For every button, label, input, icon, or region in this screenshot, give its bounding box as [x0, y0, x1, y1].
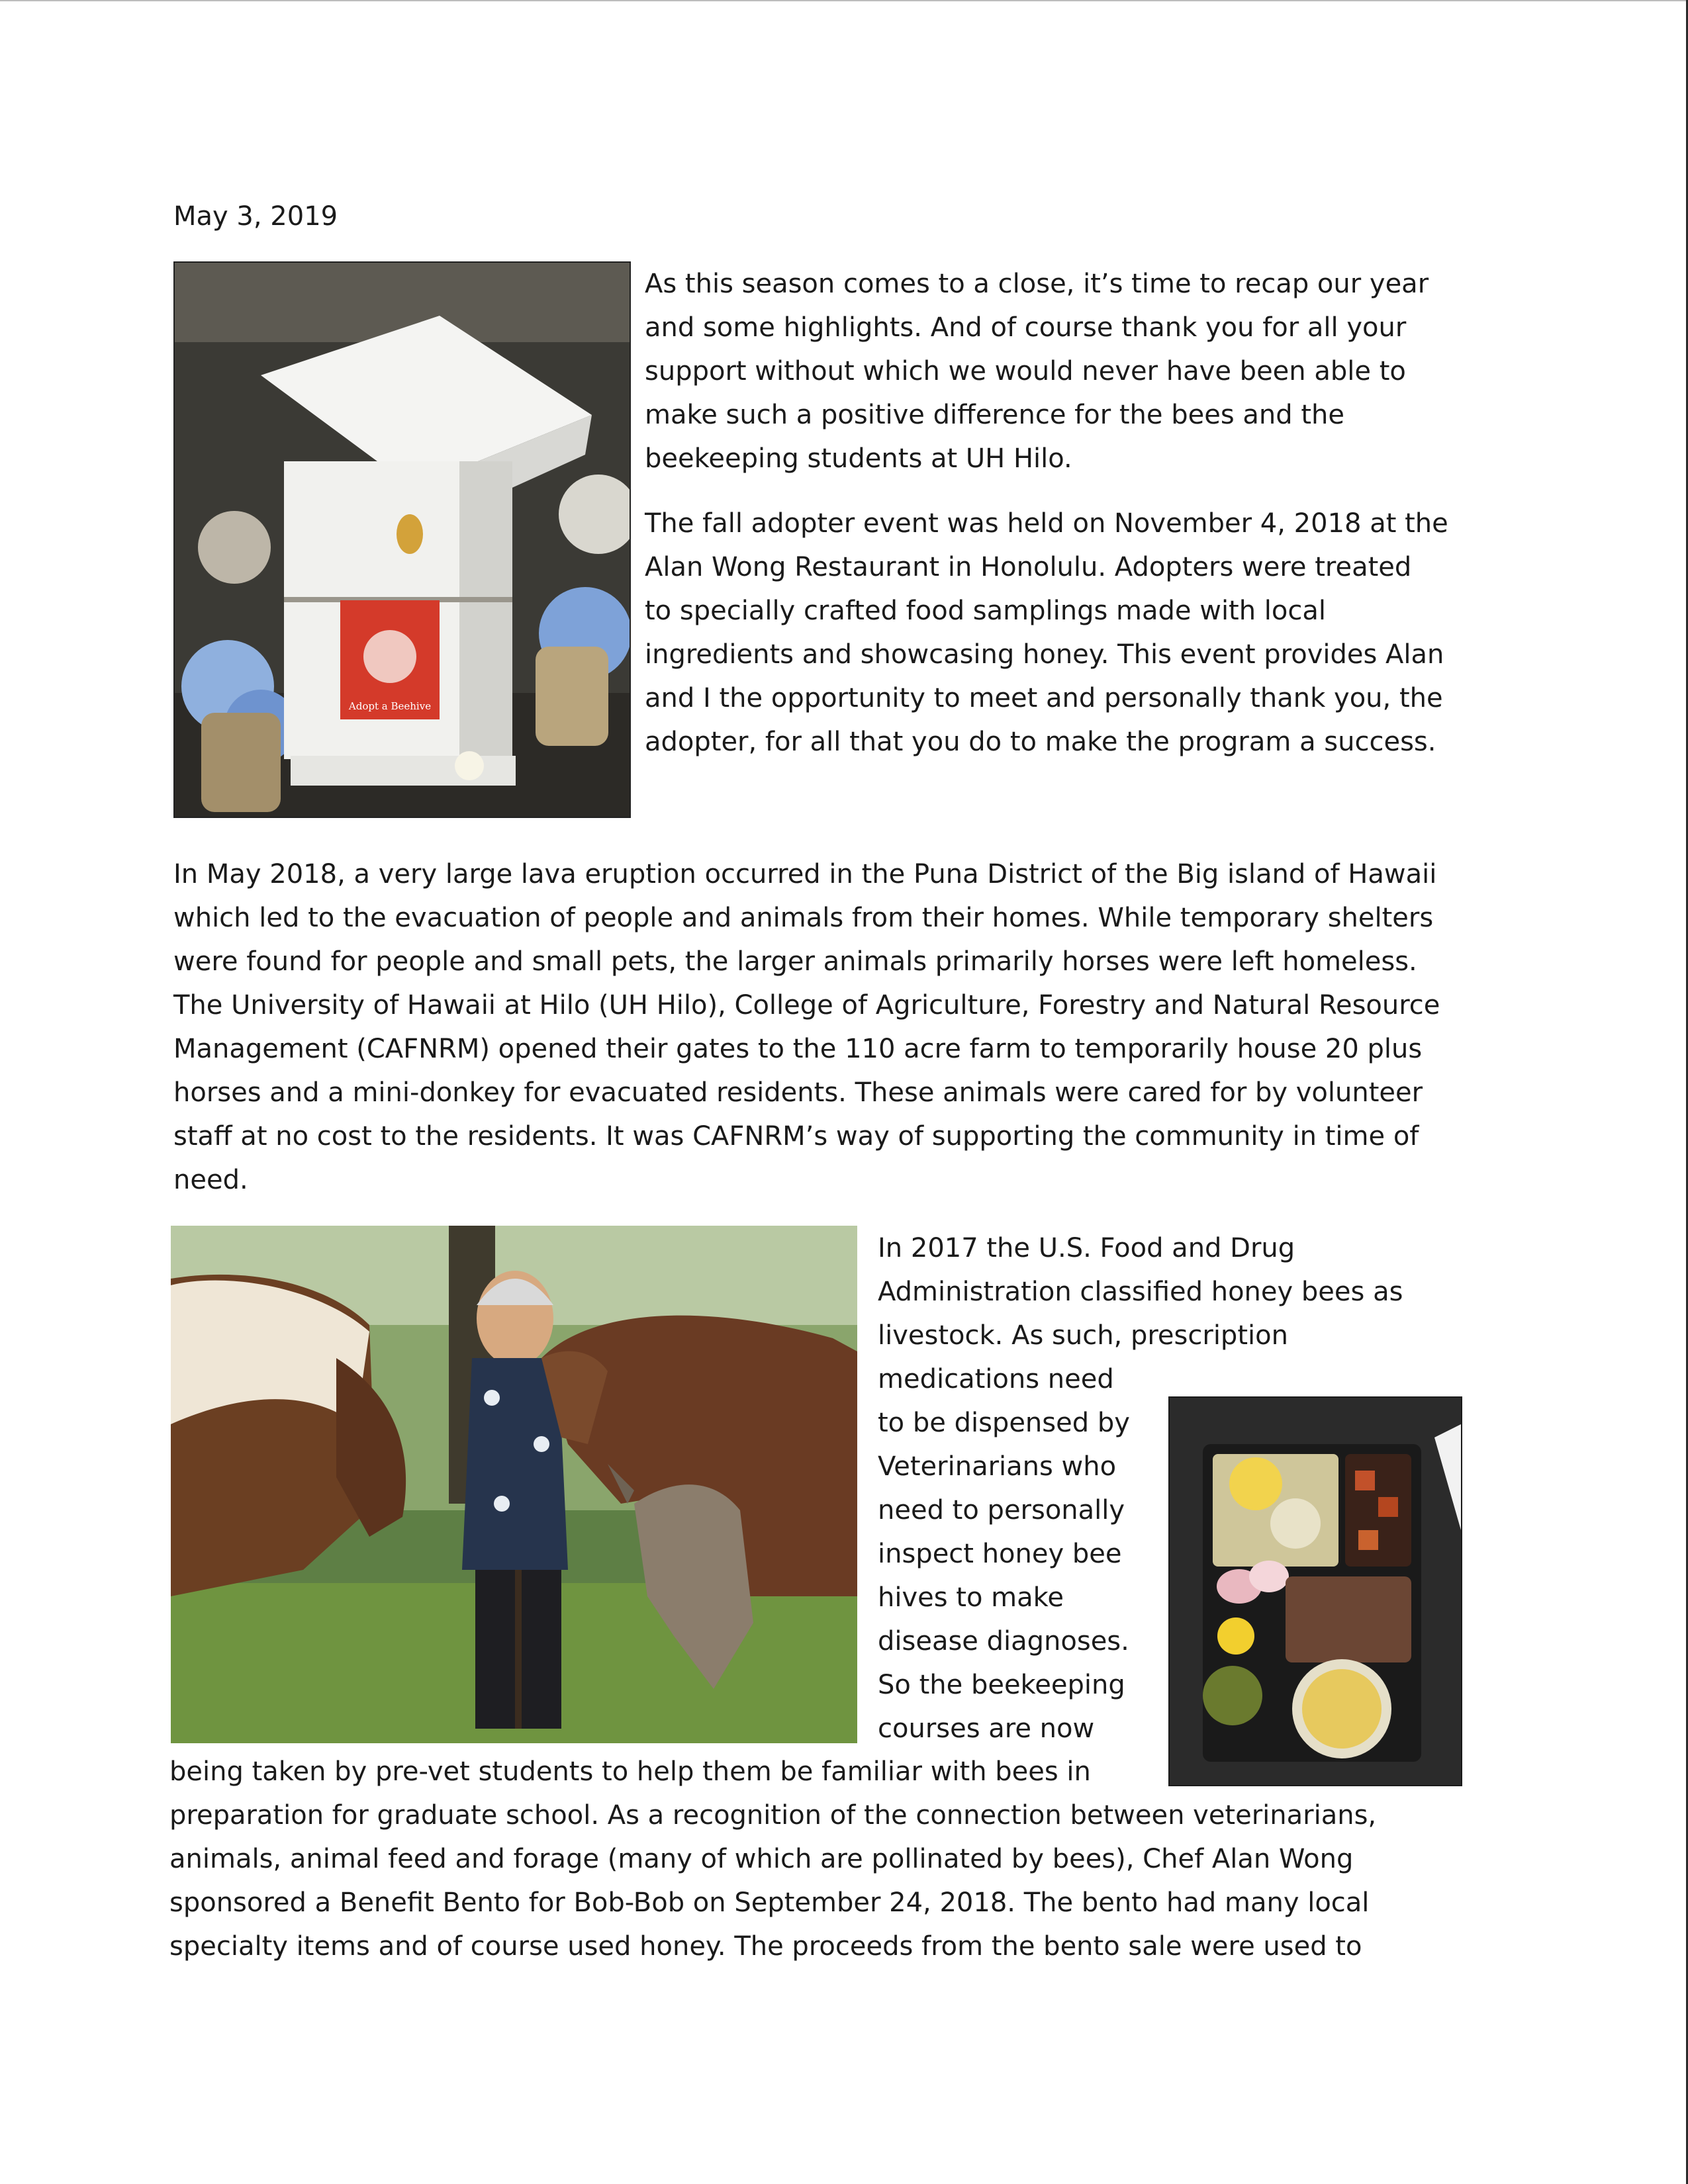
lava-line: staff at no cost to the residents. It was CAFNRM’s way of supporting the community in time of	[173, 1121, 1419, 1152]
event-line: adopter, for all that you do to make the program a success.	[645, 727, 1436, 757]
closing-line: specialty items and of course used honey. The proceeds from the bento sale were used to	[169, 1931, 1362, 1962]
event-line: Alan Wong Restaurant in Honolulu. Adopters were treated	[645, 552, 1412, 582]
fda-line: disease diagnoses.	[878, 1626, 1129, 1657]
fda-line: need to personally	[878, 1495, 1125, 1525]
event-line: and I the opportunity to meet and personally thank you, the	[645, 683, 1443, 713]
lava-line: The University of Hawaii at Hilo (UH Hilo), College of Agriculture, Forestry and Natural Resource	[173, 990, 1440, 1021]
horses-photo	[171, 1226, 857, 1743]
hive-sign-label: Adopt a Beehive	[348, 700, 432, 712]
intro-line: support without which we would never have been able to	[645, 356, 1406, 387]
intro-paragraph	[645, 262, 1429, 480]
event-line: ingredients and showcasing honey. This event provides Alan	[645, 639, 1444, 670]
lava-paragraph	[173, 852, 1440, 1202]
lava-line: In May 2018, a very large lava eruption occurred in the Puna District of the Big island of Hawaii	[173, 859, 1437, 889]
fda-line: Veterinarians who	[878, 1451, 1117, 1482]
fda-line: to be dispensed by	[878, 1408, 1130, 1438]
intro-line: make such a positive difference for the bees and the	[645, 400, 1344, 430]
fda-line: In 2017 the U.S. Food and Drug	[878, 1233, 1295, 1263]
beehive-photo	[173, 261, 631, 818]
fda-continuation-line: being taken by pre-vet students to help them be familiar with bees in	[169, 1756, 1091, 1787]
lava-line: horses and a mini-donkey for evacuated residents. These animals were cared for by volunteer	[173, 1077, 1423, 1108]
fda-line: inspect honey bee	[878, 1539, 1122, 1569]
lava-line: Management (CAFNRM) opened their gates to the 110 acre farm to temporarily house 20 plus	[173, 1034, 1423, 1064]
page-top-edge	[0, 0, 1688, 1]
event-line: The fall adopter event was held on November 4, 2018 at the	[645, 508, 1448, 539]
intro-line: As this season comes to a close, it’s time to recap our year	[645, 269, 1429, 299]
fda-line: medications need	[878, 1364, 1114, 1394]
fda-paragraph-top	[878, 1226, 1403, 1357]
letter-date: May 3, 2019	[173, 201, 338, 232]
lava-line: need.	[173, 1165, 248, 1195]
event-paragraph	[645, 502, 1448, 764]
intro-line: beekeeping students at UH Hilo.	[645, 443, 1072, 474]
closing-paragraph	[169, 1794, 1376, 1968]
fda-line: courses are now	[878, 1713, 1095, 1744]
bento-photo	[1168, 1396, 1462, 1786]
closing-line: sponsored a Benefit Bento for Bob-Bob on September 24, 2018. The bento had many local	[169, 1888, 1370, 1918]
fda-paragraph-narrow	[878, 1357, 1130, 1751]
closing-line: preparation for graduate school. As a recognition of the connection between veterinarians,	[169, 1800, 1377, 1831]
lava-line: which led to the evacuation of people and animals from their homes. While temporary shelters	[173, 903, 1434, 933]
closing-line: animals, animal feed and forage (many of which are pollinated by bees), Chef Alan Wong	[169, 1844, 1354, 1874]
fda-line: livestock. As such, prescription	[878, 1320, 1288, 1351]
intro-line: and some highlights. And of course thank you for all your	[645, 312, 1407, 343]
fda-line: Administration classified honey bees as	[878, 1277, 1403, 1307]
fda-line: So the beekeeping	[878, 1670, 1125, 1700]
event-line: to specially crafted food samplings made with local	[645, 596, 1327, 626]
fda-line: hives to make	[878, 1582, 1064, 1613]
lava-line: were found for people and small pets, the larger animals primarily horses were left homeless.	[173, 946, 1417, 977]
